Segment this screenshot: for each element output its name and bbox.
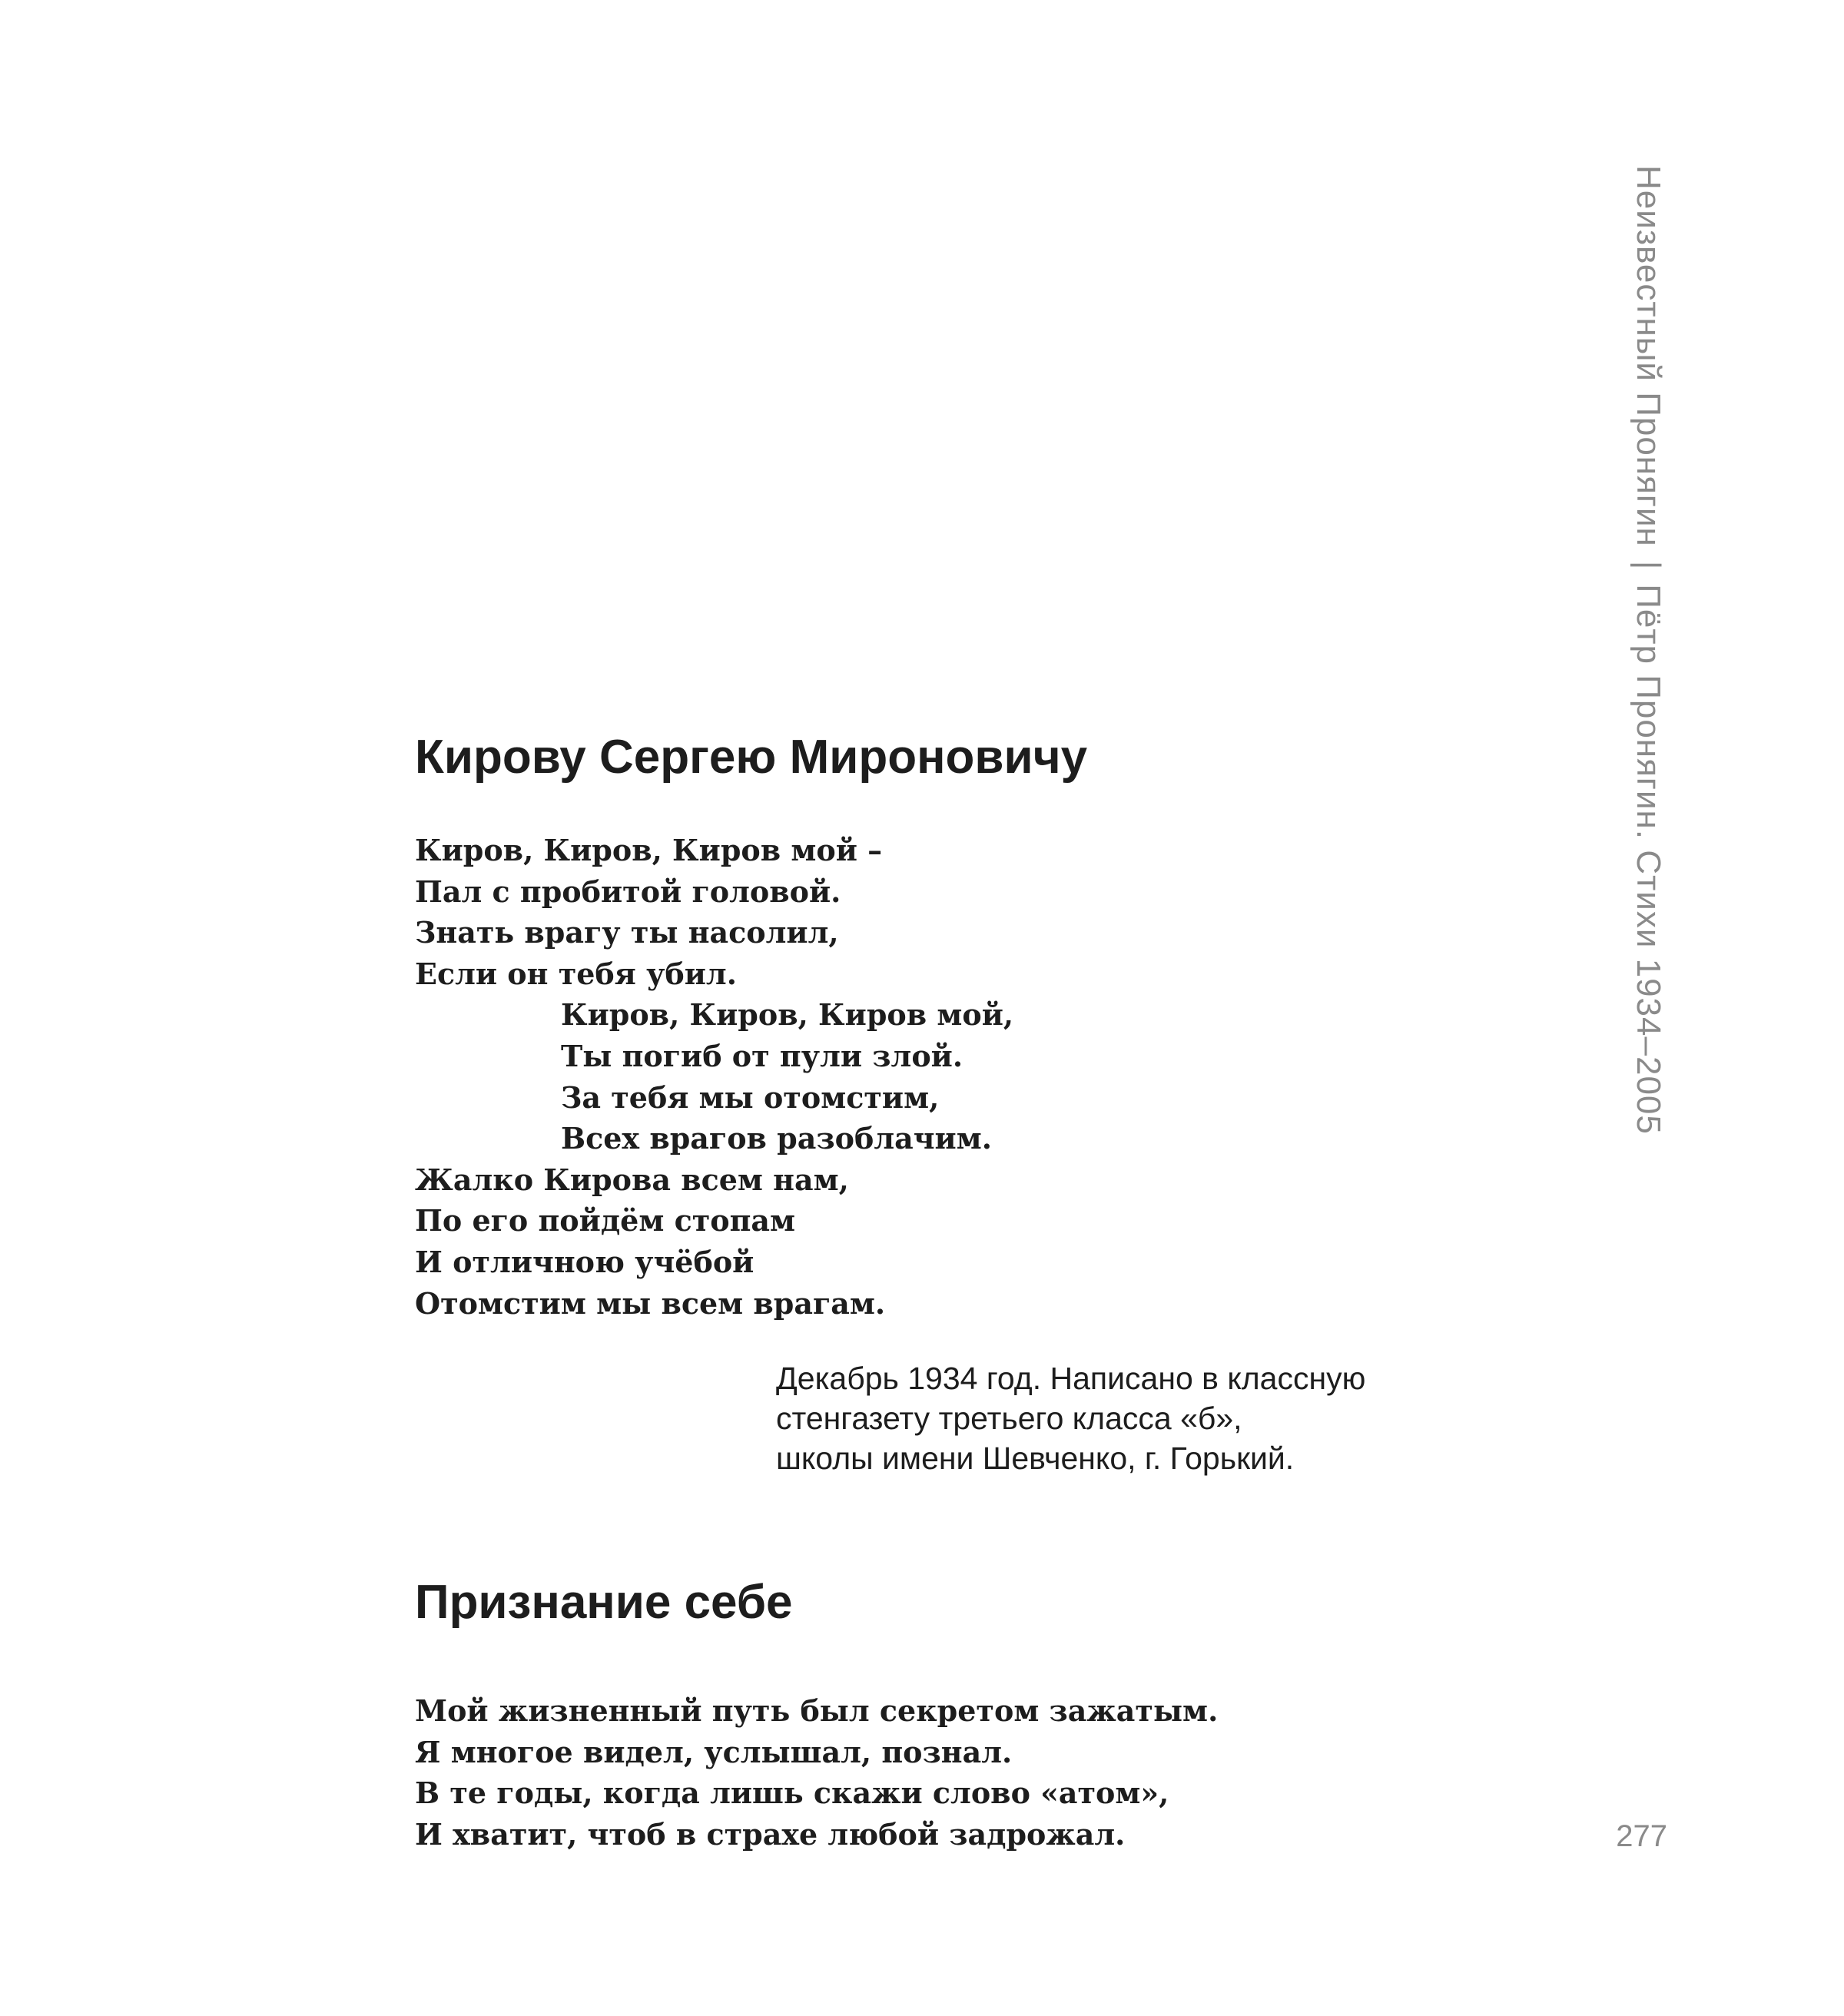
running-head-subtitle: Пётр Пронягин. Стихи 1934–2005: [1630, 584, 1667, 1135]
note-line: школы имени Шевченко, г. Горький.: [776, 1441, 1295, 1476]
poem-line: Знать врагу ты насолил,: [415, 915, 839, 950]
poem-body: [415, 830, 1013, 1324]
running-head-separator: |: [1630, 560, 1667, 571]
note-line: стенгазету третьего класса «б»,: [776, 1401, 1242, 1436]
note-line: Декабрь 1934 год. Написано в классную: [776, 1361, 1366, 1396]
poem-line-indented: Киров, Киров, Киров мой,: [561, 997, 1014, 1033]
poem-date-note: [776, 1358, 1365, 1478]
poem-line-indented: Ты погиб от пули злой.: [561, 1038, 963, 1073]
poem-line: Жалко Кирова всем нам,: [415, 1162, 849, 1197]
poem-line: В те годы, когда лишь скажи слово «атом»,: [415, 1776, 1169, 1811]
poem-line-indented: За тебя мы отомстим,: [561, 1079, 940, 1115]
poem-title: Признание себе: [415, 1576, 793, 1629]
poem-line: Мой жизненный путь был секретом зажатым.: [415, 1693, 1219, 1728]
poem-line: По его пойдём стопам: [415, 1203, 796, 1238]
poem-body: [415, 1690, 1218, 1855]
running-head: [1629, 165, 1667, 1135]
page-number: 277: [1616, 1819, 1667, 1853]
poem-line: Пал с пробитой головой.: [415, 874, 841, 909]
poem-line: И хватит, чтоб в страхе любой задрожал.: [415, 1816, 1126, 1852]
poem-line: Если он тебя убил.: [415, 956, 737, 991]
poem-line: Я многое видел, услышал, познал.: [415, 1734, 1013, 1769]
poem-title: Кирову Сергею Мироновичу: [415, 731, 1088, 784]
running-head-book-title: Неизвестный Пронягин: [1630, 165, 1667, 547]
poem-line: Отомстим мы всем врагам.: [415, 1285, 886, 1321]
poem-line-indented: Всех врагов разоблачим.: [561, 1121, 992, 1156]
poem-line: И отличною учёбой: [415, 1244, 755, 1279]
poem-line: Киров, Киров, Киров мой –: [415, 833, 883, 867]
